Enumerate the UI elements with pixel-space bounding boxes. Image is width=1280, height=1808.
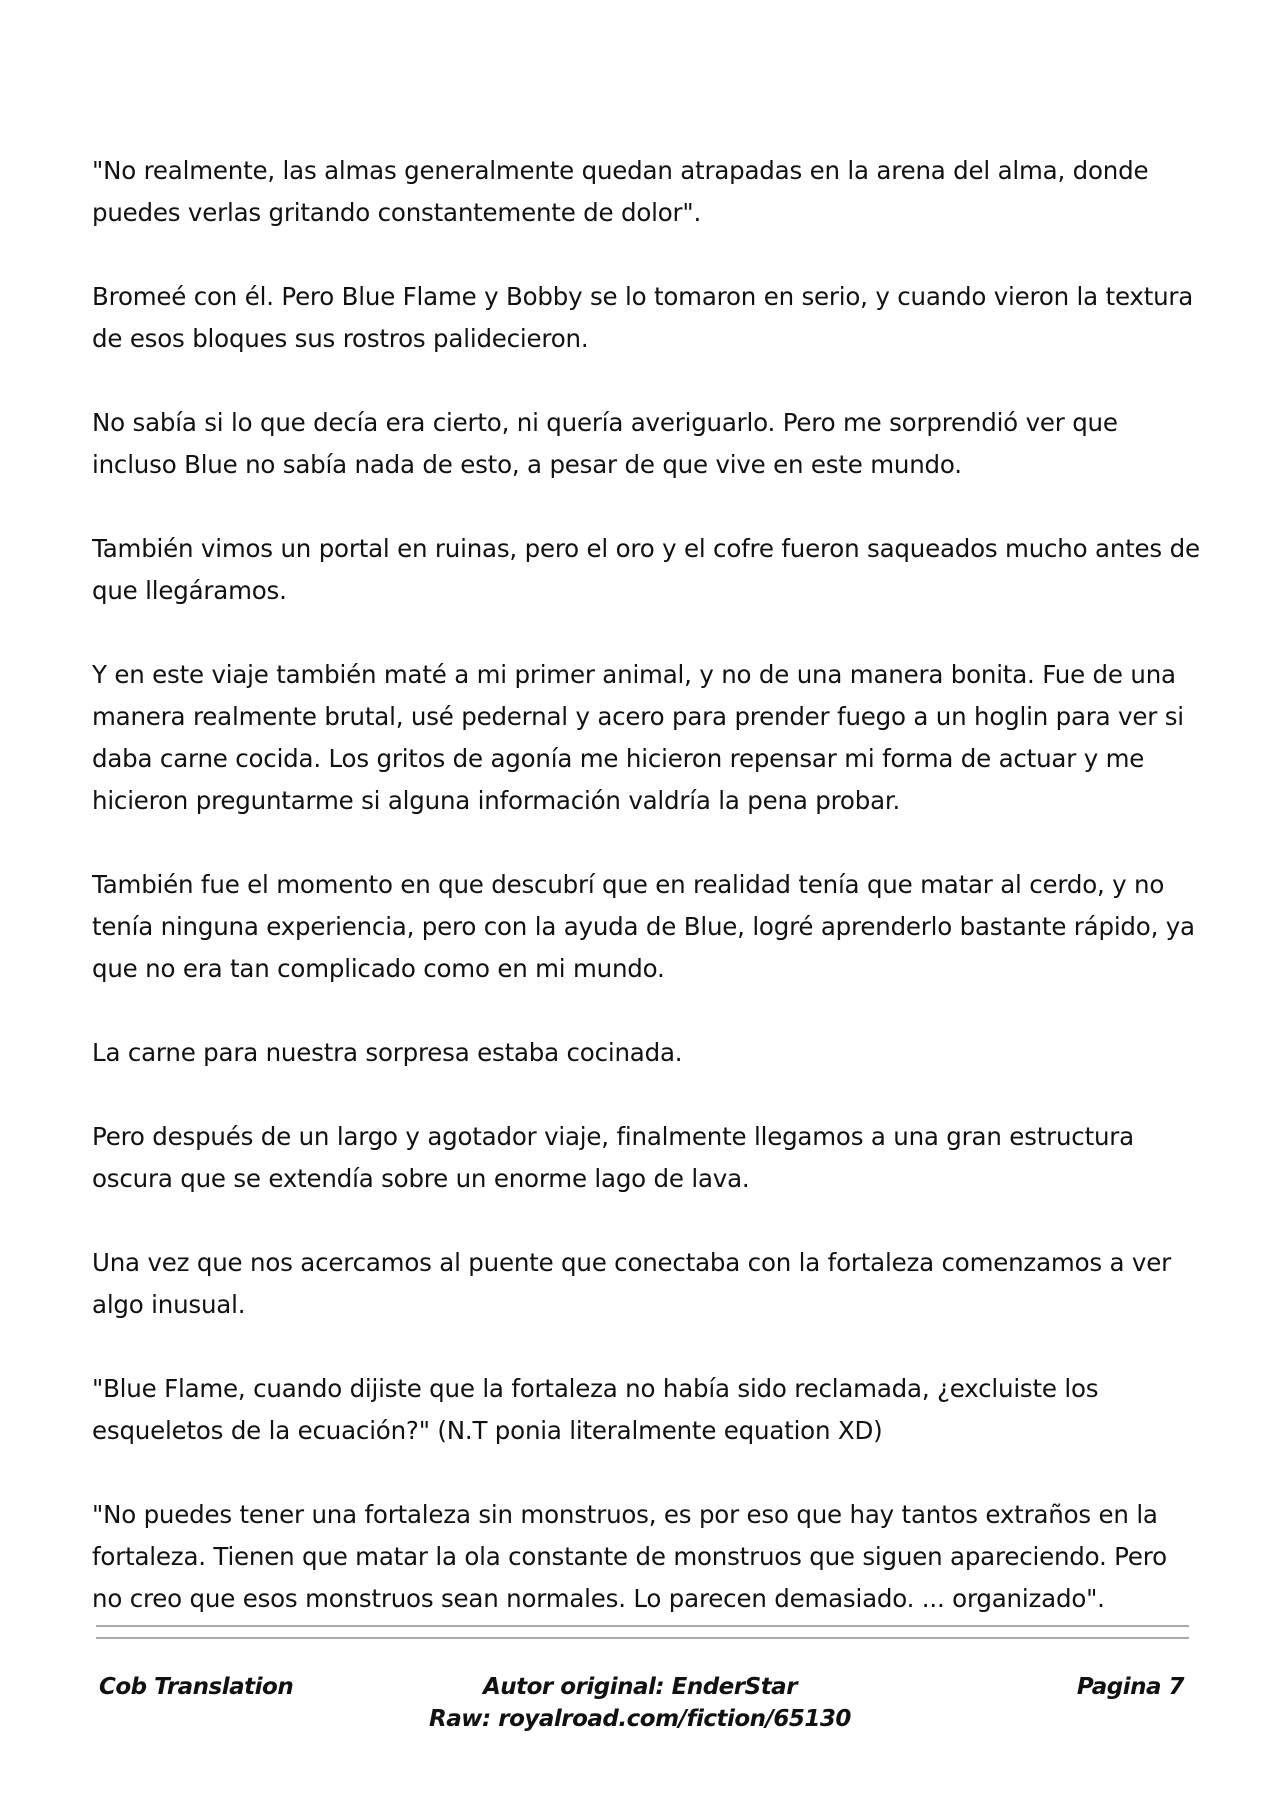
paragraph: "No realmente, las almas generalmente quedan atrapadas en la arena del alma, donde puedes verlas gritando constantemente de dolor". [92,156,1149,227]
paragraph: Bromeé con él. Pero Blue Flame y Bobby se lo tomaron en serio, y cuando vieron la textura de esos bloques sus rostros palidecieron. [92,282,1194,353]
paragraph: Una vez que nos acercamos al puente que conectaba con la fortaleza comenzamos a ver algo inusual. [92,1248,1171,1319]
footer-author: Autor original: EnderStar [482,1674,798,1700]
paragraph: También vimos un portal en ruinas, pero el oro y el cofre fueron saqueados mucho antes de que llegáramos. [92,534,1200,605]
paragraph: También fue el momento en que descubrí que en realidad tenía que matar al cerdo, y no tenía ninguna experiencia, pero con la ayuda de Blue, logré aprenderlo bastante rápido, ya que no era tan complicado como en mi mundo. [92,870,1195,983]
footer-translator: Cob Translation [99,1674,294,1700]
paragraph: "No puedes tener una fortaleza sin monstruos, es por eso que hay tantos extraños en la fortaleza. Tienen que matar la ola constante de monstruos que siguen apareciendo. Pero no creo que esos monstruos sean normales. Lo parecen demasiado. ... organizado". [92,1500,1167,1613]
paragraph: Y en este viaje también maté a mi primer animal, y no de una manera bonita. Fue de una manera realmente brutal, usé pedernal y acero para prender fuego a un hoglin para ver si daba carne cocida. Los gritos de agonía me hicieron repensar mi forma de actuar y me hicieron preguntarme si alguna información valdría la pena probar. [92,660,1184,815]
paragraph: No sabía si lo que decía era cierto, ni quería averiguarlo. Pero me sorprendió ver que incluso Blue no sabía nada de esto, a pesar de que vive en este mundo. [92,408,1118,479]
paragraph: La carne para nuestra sorpresa estaba cocinada. [92,1038,683,1067]
paragraph: "Blue Flame, cuando dijiste que la fortaleza no había sido reclamada, ¿excluiste los esqueletos de la ecuación?" (N.T ponia literalmente equation XD) [92,1374,1099,1445]
paragraph: Pero después de un largo y agotador viaje, finalmente llegamos a una gran estructura oscura que se extendía sobre un enorme lago de lava. [92,1122,1134,1193]
footer-page-number: Pagina 7 [1076,1674,1184,1700]
footer-divider-top [96,1625,1189,1627]
body-text [92,150,1202,1620]
footer-source: Raw: royalroad.com/fiction/65130 [429,1706,851,1732]
footer-divider-bottom [96,1637,1189,1639]
